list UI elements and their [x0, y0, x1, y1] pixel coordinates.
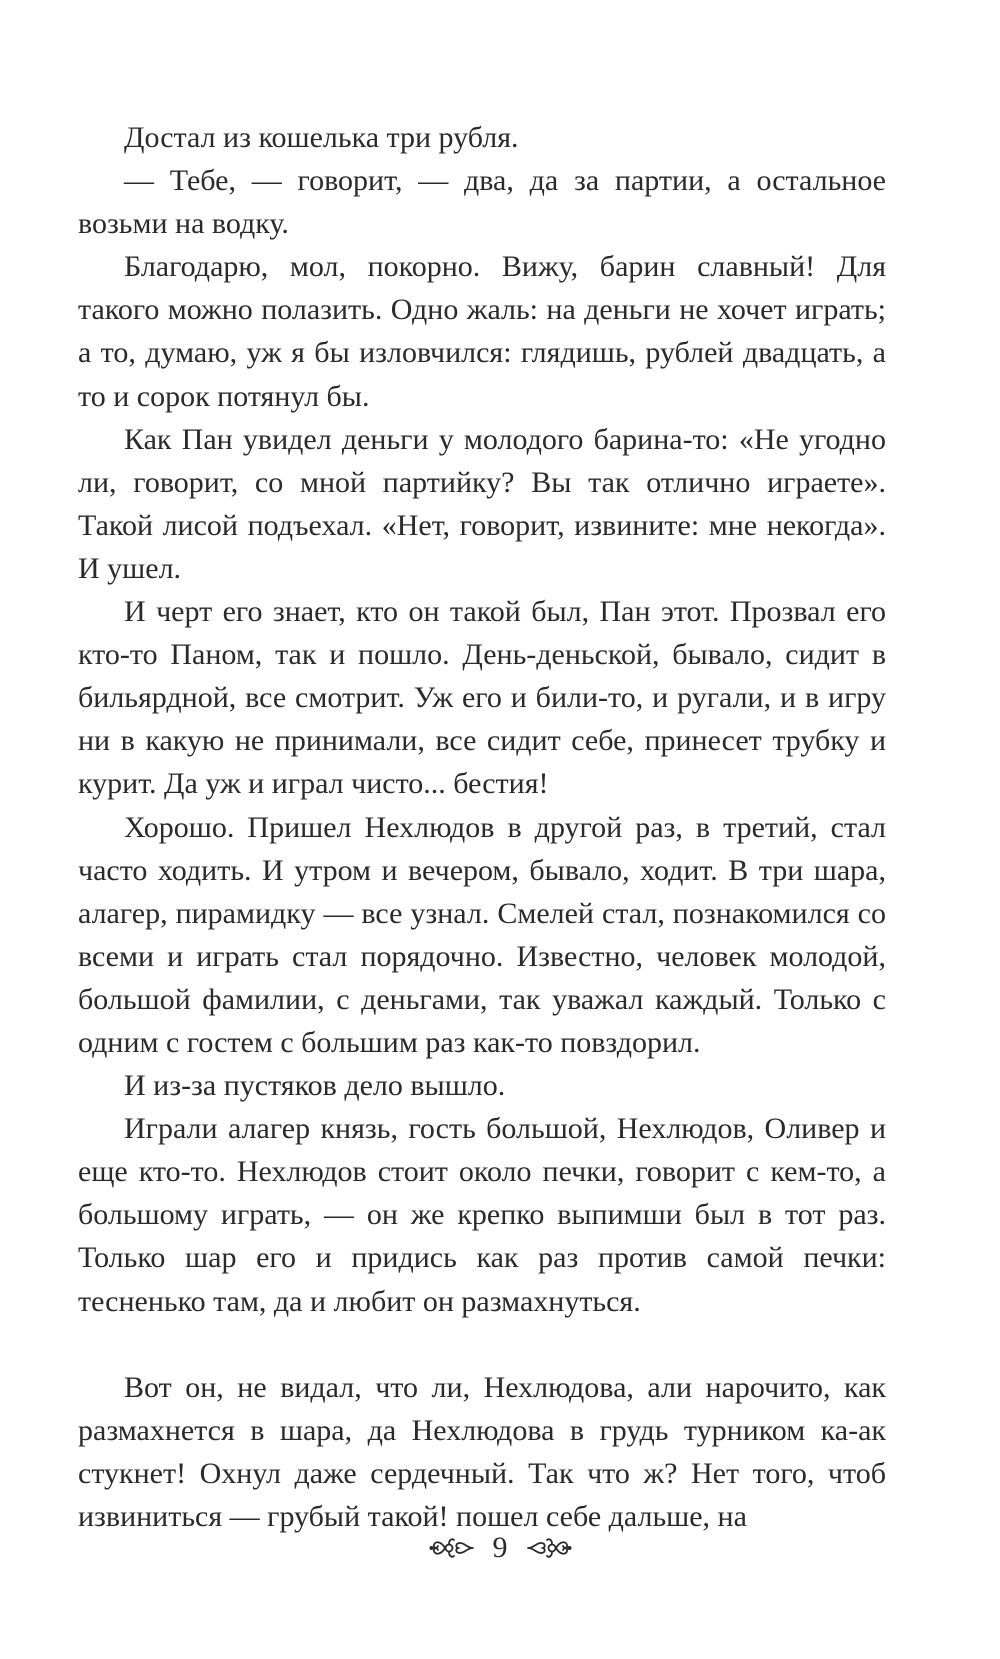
- paragraph: Благодарю, мол, покорно. Вижу, барин славный! Для такого можно полазить. Одно жаль: на деньги не хочет играть; а то, думаю, уж я бы изловчился: глядишь, рублей двадцать, а то и сорок потянул бы.: [78, 250, 886, 413]
- paragraph: — Тебе, — говорит, — два, да за партии, а остальное возьми на водку.: [78, 164, 886, 241]
- right-ornament-icon: [526, 1535, 572, 1561]
- paragraph: Как Пан увидел деньги у молодого барина-то: «Не угодно ли, говорит, со мной партийку? Вы так отлично играете». Такой лисой подъехал. «Нет, говорит, извините: мне некогда». И ушел.: [78, 422, 886, 585]
- paragraph: Вот он, не видал, что ли, Нехлюдова, али нарочито, как размахнется в шара, да Нехлюдова в грудь турником ка-ак стукнет! Охнул даже сердечный. Так что ж? Нет того, чтоб извиниться — грубый такой! пошел себе дальше, на: [78, 1370, 886, 1533]
- left-ornament-icon: [429, 1535, 475, 1561]
- body-text: [78, 116, 886, 1538]
- page-footer: [0, 1528, 1000, 1568]
- paragraph: И черт его знает, кто он такой был, Пан этот. Прозвал его кто-то Паном, так и пошло. День-деньской, бывало, сидит в бильярдной, все смотрит. Уж его и били-то, и ругали, и в игру ни в какую не принимали, все сидит себе, принесет трубку и курит. Да уж и играл чисто... бестия!: [78, 595, 886, 801]
- paragraph: Достал из кошелька три рубля.: [124, 121, 519, 154]
- page-number: 9: [492, 1531, 508, 1564]
- paragraph: И из-за пустяков дело вышло.: [124, 1069, 506, 1103]
- paragraph: Хорошо. Пришел Нехлюдов в другой раз, в третий, стал часто ходить. И утром и вечером, бывало, ходит. В три шара, алагер, пирамидку — все узнал. Смелей стал, познакомился со всеми и играть стал порядочно. Известно, человек молодой, большой фамилии, с деньгами, так уважал каждый. Только с одним с гостем с большим раз как-то повздорил.: [78, 810, 886, 1059]
- paragraph: Играли алагер князь, гость большой, Нехлюдов, Оливер и еще кто-то. Нехлюдов стоит около печки, говорит с кем-то, а большому играть, — он же крепко выпимши был в тот раз. Только шар его и придись как раз против самой печки: тесненько там, да и любит он размахнуться.: [78, 1112, 886, 1318]
